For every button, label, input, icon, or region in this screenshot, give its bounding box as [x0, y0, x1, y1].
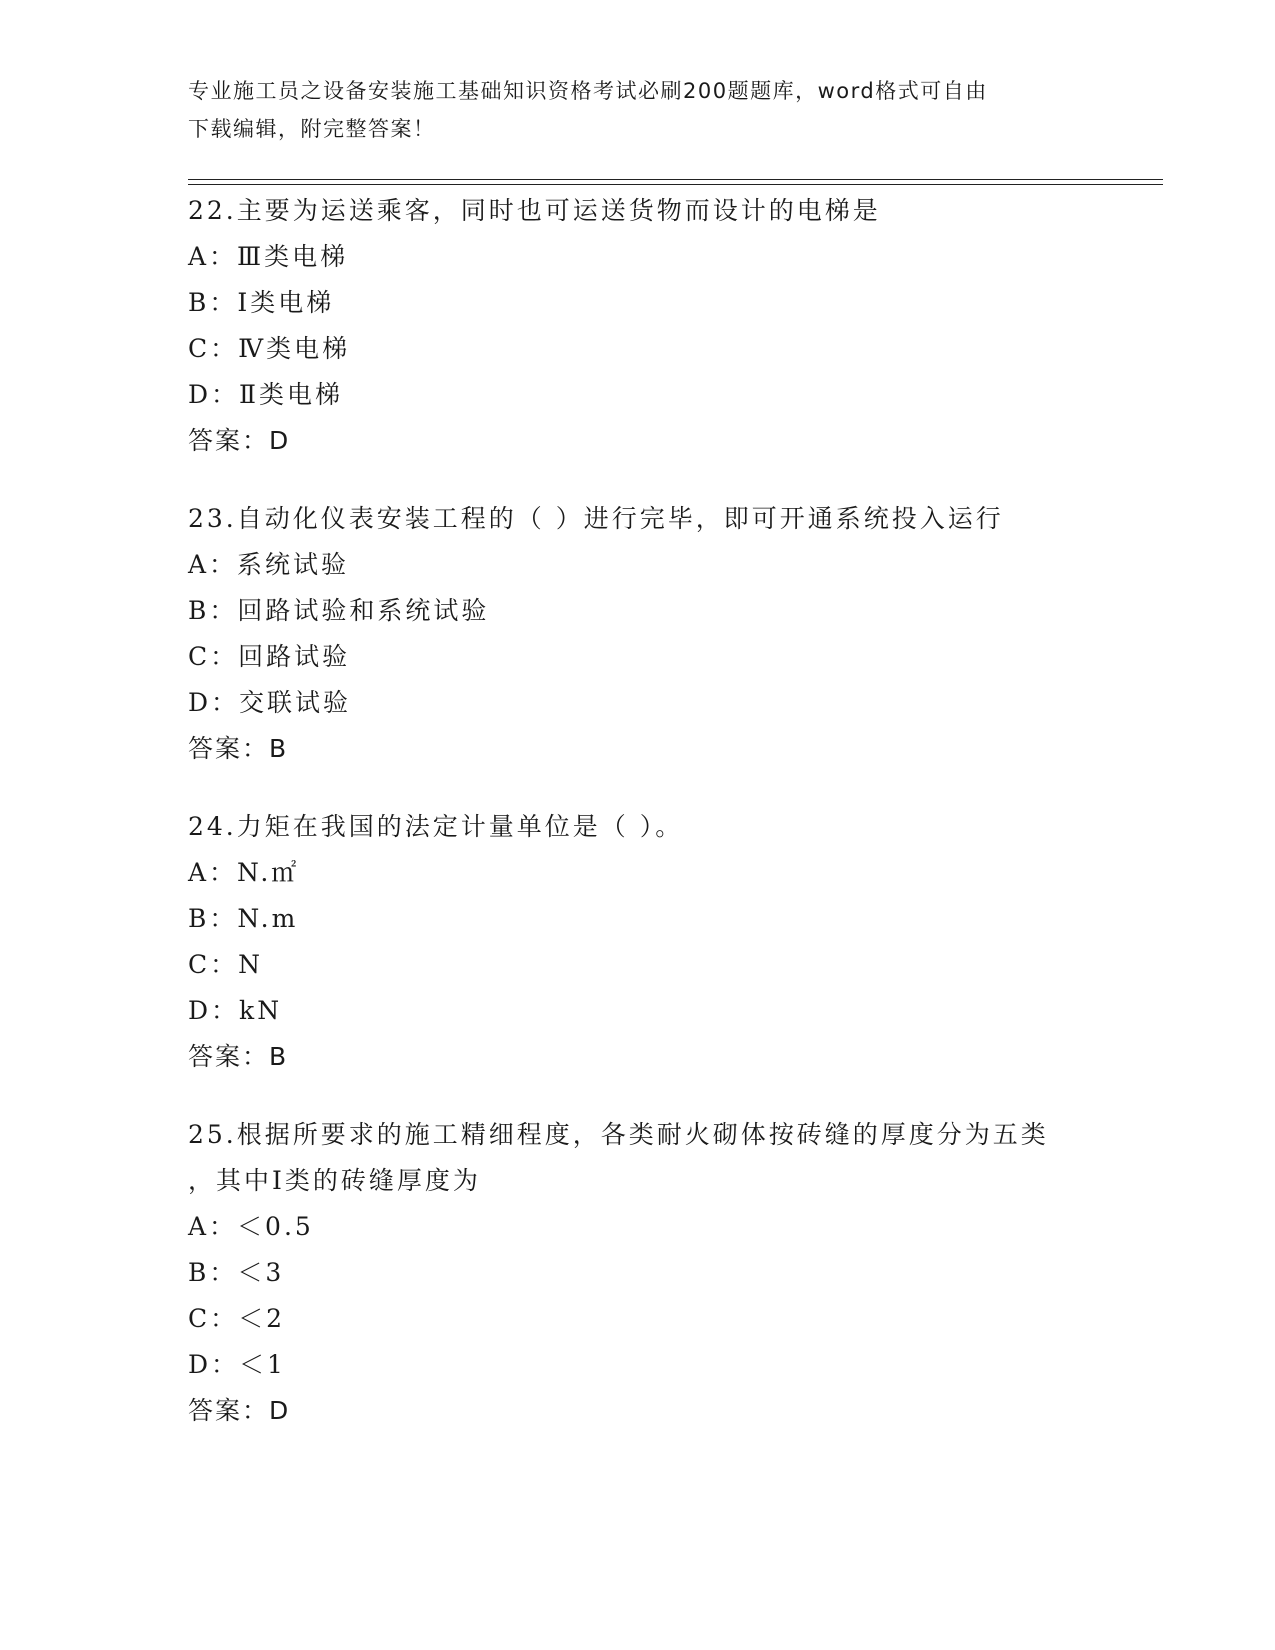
- option-d: D：kN: [188, 996, 283, 1025]
- question-24: [188, 804, 1138, 1080]
- question-25: [188, 1112, 1138, 1434]
- question-stem: 24.力矩在我国的法定计量单位是（ ）。: [188, 812, 684, 841]
- option-b: B：回路试验和系统试验: [188, 596, 490, 625]
- answer-line: 答案：D: [188, 426, 291, 455]
- option-b: B：Ⅰ类电梯: [188, 288, 335, 317]
- question-22: [188, 188, 1138, 464]
- option-d: D：Ⅱ类电梯: [188, 380, 344, 409]
- answer-line: 答案：B: [188, 734, 289, 763]
- option-a: A：Ⅲ类电梯: [188, 242, 349, 271]
- option-c: C：回路试验: [188, 642, 351, 671]
- document-header: [188, 72, 1088, 148]
- option-d: D：交联试验: [188, 688, 352, 717]
- question-23: [188, 496, 1138, 772]
- answer-line: 答案：D: [188, 1396, 291, 1425]
- question-stem-line-1: 25.根据所要求的施工精细程度，各类耐火砌体按砖缝的厚度分为五类: [188, 1120, 1049, 1149]
- header-divider-bottom: [188, 184, 1163, 185]
- question-list: [188, 188, 1138, 1466]
- option-a: A：系统试验: [188, 550, 350, 579]
- option-a: A：N.㎡: [188, 858, 300, 887]
- answer-line: 答案：B: [188, 1042, 289, 1071]
- header-divider-top: [188, 179, 1163, 180]
- option-b: B：N.m: [188, 904, 299, 933]
- option-d: D：＜1: [188, 1350, 286, 1379]
- question-stem: 22.主要为运送乘客，同时也可运送货物而设计的电梯是: [188, 196, 881, 225]
- option-c: C：＜2: [188, 1304, 286, 1333]
- option-b: B：＜3: [188, 1258, 285, 1287]
- option-c: C：Ⅳ类电梯: [188, 334, 351, 363]
- option-a: A：＜0.5: [188, 1212, 314, 1241]
- option-c: C：N: [188, 950, 264, 979]
- header-line-1: 专业施工员之设备安装施工基础知识资格考试必刷200题题库，word格式可自由: [188, 79, 988, 103]
- question-stem: 23.自动化仪表安装工程的（ ）进行完毕，即可开通系统投入运行: [188, 504, 1004, 533]
- question-stem-line-2: ，其中Ⅰ类的砖缝厚度为: [188, 1166, 481, 1195]
- header-line-2: 下载编辑，附完整答案！: [188, 117, 436, 141]
